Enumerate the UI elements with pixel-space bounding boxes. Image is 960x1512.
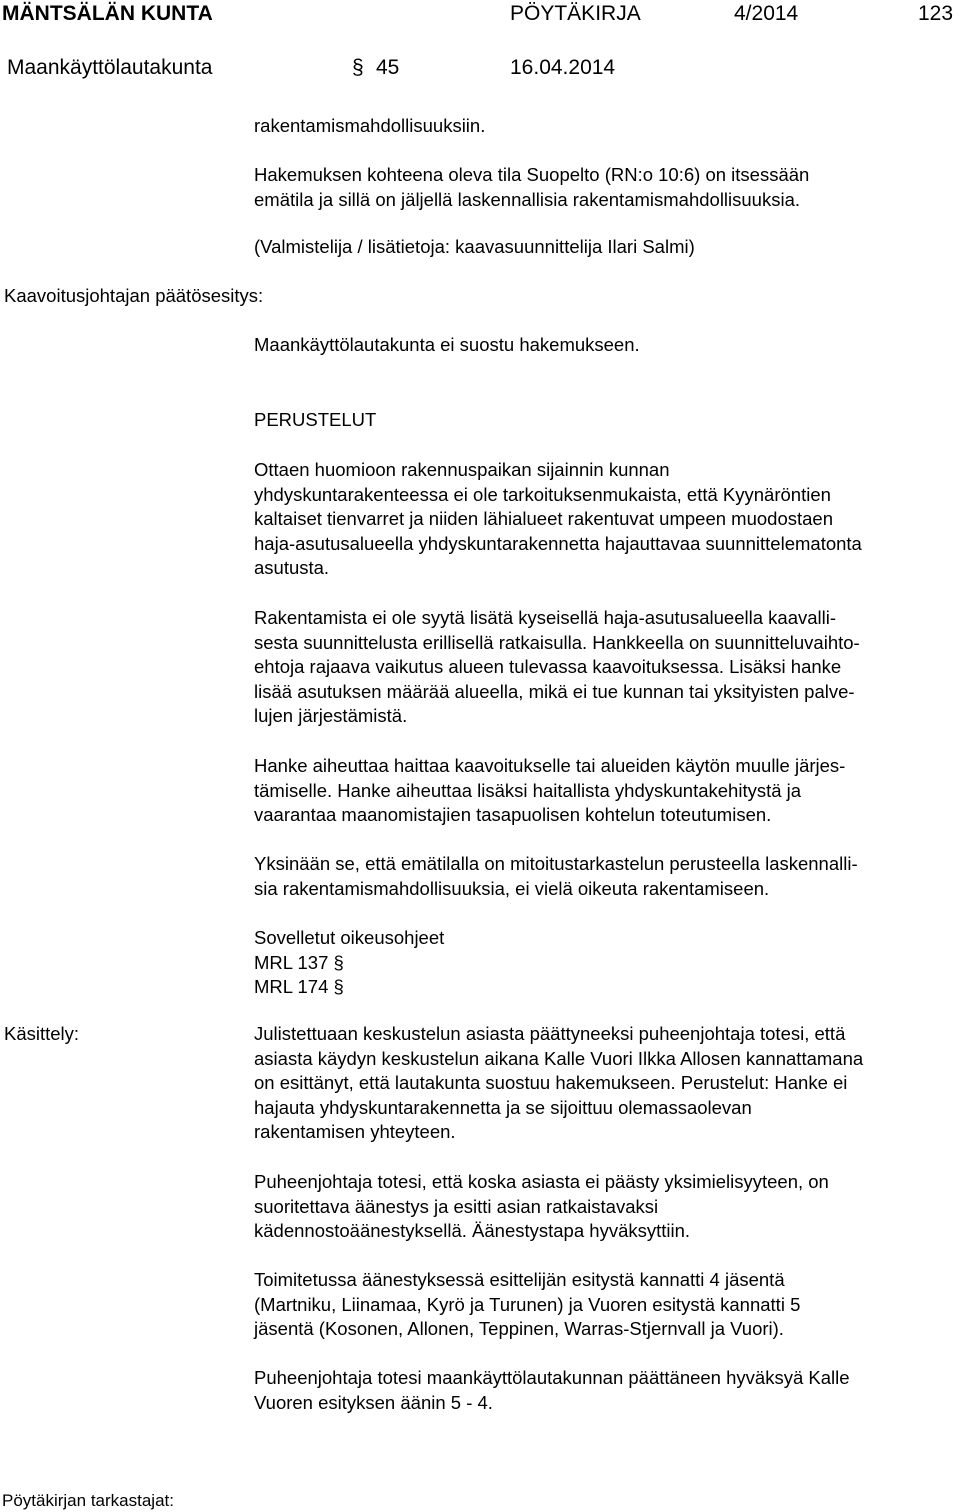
perustelut-heading: PERUSTELUT [254, 409, 377, 430]
section-number: 45 [376, 56, 400, 79]
law-reference: MRL 137 § [254, 951, 344, 973]
intro-paragraph [254, 163, 958, 212]
intro-line: rakentamismahdollisuuksiin. [254, 115, 486, 136]
text-line: hajauta yhdyskuntarakennetta ja se sijoittuu olemassaolevan [254, 1096, 752, 1118]
text-line: Puheenjohtaja totesi, että koska asiasta ei päästy yksimielisyyteen, on [254, 1171, 829, 1192]
text-line: on esittänyt, että lautakunta suostuu hakemukseen. Perustelut: Hanke ei [254, 1072, 848, 1093]
proposal-text: Maankäyttölautakunta ei suostu hakemukseen. [254, 334, 640, 355]
text-line: Vuoren esityksen äänin 5 - 4. [254, 1391, 493, 1413]
kasittely-paragraph-1 [254, 1022, 958, 1145]
perustelut-paragraph-2 [254, 606, 958, 729]
text-line: Rakentamista ei ole syytä lisätä kyseisellä haja-asutusalueella kaavalli- [254, 607, 837, 628]
kasittely-paragraph-2 [254, 1170, 958, 1244]
meeting-date: 16.04.2014 [510, 56, 616, 79]
text-line: tämiselle. Hanke aiheuttaa lisäksi haitallista yhdyskuntakehitystä ja [254, 779, 802, 801]
text-line: jäsentä (Kosonen, Allonen, Teppinen, Warras-Stjernvall ja Vuori). [254, 1318, 784, 1339]
preparer-note: (Valmistelija / lisätietoja: kaavasuunnittelija Ilari Salmi) [254, 236, 695, 257]
proposal-label: Kaavoitusjohtajan päätösesitys: [4, 285, 264, 306]
section-mark: § [352, 56, 364, 79]
text-line: haja-asutusalueella yhdyskuntarakennetta hajauttavaa suunnittelematonta [254, 532, 862, 554]
perustelut-paragraph-3 [254, 754, 958, 828]
text-line: asutusta. [254, 557, 330, 578]
kasittely-label: Käsittely: [4, 1023, 80, 1044]
text-line: ehtoja rajaava vaikutus alueen tulevassa kaavoituksessa. Lisäksi hanke [254, 656, 842, 677]
text-line: kädennostoäänestyksellä. Äänestystapa hyväksyttiin. [254, 1220, 691, 1241]
text-line: Toimitetussa äänestyksessä esittelijän esitystä kannatti 4 jäsentä [254, 1269, 785, 1290]
text-line: vaarantaa maanomistajien tasapuolisen kohtelun toteutumisen. [254, 804, 772, 825]
text-line: Hanke aiheuttaa haittaa kaavoitukselle tai alueiden käytön muulle järjes- [254, 755, 846, 776]
text-line: emätila ja sillä on jäljellä laskennallisia rakentamismahdollisuuksia. [254, 188, 801, 210]
text-line: Puheenjohtaja totesi maankäyttölautakunnan päättäneen hyväksyä Kalle [254, 1367, 850, 1388]
document-type: PÖYTÄKIRJA [510, 2, 641, 25]
document-number: 4/2014 [734, 2, 799, 25]
text-line: lisää asutuksen määrää alueella, mikä ei tue kunnan tai yksityisten palve- [254, 680, 855, 702]
kasittely-paragraph-4 [254, 1366, 958, 1415]
footer-reviewers-label: Pöytäkirjan tarkastajat: [2, 1491, 174, 1510]
text-line: (Martniku, Liinamaa, Kyrö ja Turunen) ja Vuoren esitystä kannatti 5 [254, 1293, 801, 1315]
text-line: Ottaen huomioon rakennuspaikan sijainnin kunnan [254, 459, 670, 480]
text-line: yhdyskuntarakenteessa ei ole tarkoituksenmukaista, että Kyynäröntien [254, 483, 831, 505]
board-name: Maankäyttölautakunta [7, 56, 213, 79]
text-line: Yksinään se, että emätilalla on mitoitustarkastelun perusteella laskennalli- [254, 853, 858, 874]
organization-name: MÄNTSÄLÄN KUNTA [2, 2, 213, 25]
law-references [254, 926, 958, 1000]
perustelut-paragraph-1 [254, 458, 958, 581]
text-line: sesta suunnittelusta erillisellä ratkaisulla. Hankkeella on suunnitteluvaihto- [254, 631, 860, 653]
text-line: suoritettava äänestys ja esitti asian ratkaistavaksi [254, 1195, 659, 1217]
law-reference: MRL 174 § [254, 976, 344, 997]
perustelut-paragraph-4 [254, 852, 958, 901]
text-line: Julistettuaan keskustelun asiasta päättyneeksi puheenjohtaja totesi, että [254, 1023, 846, 1044]
page-number: 123 [918, 2, 954, 25]
text-line: sia rakentamismahdollisuuksia, ei vielä oikeuta rakentamiseen. [254, 877, 770, 899]
text-line: asiasta käydyn keskustelun aikana Kalle Vuori Ilkka Allosen kannattamana [254, 1047, 864, 1069]
text-line: kaltaiset tienvarret ja niiden lähialueet rakentuvat umpeen muodostaen [254, 508, 834, 529]
text-line: Hakemuksen kohteena oleva tila Suopelto (RN:o 10:6) on itsessään [254, 164, 810, 185]
text-line: lujen järjestämistä. [254, 705, 408, 726]
kasittely-paragraph-3 [254, 1268, 958, 1342]
law-heading: Sovelletut oikeusohjeet [254, 927, 445, 948]
text-line: rakentamisen yhteyteen. [254, 1121, 456, 1142]
